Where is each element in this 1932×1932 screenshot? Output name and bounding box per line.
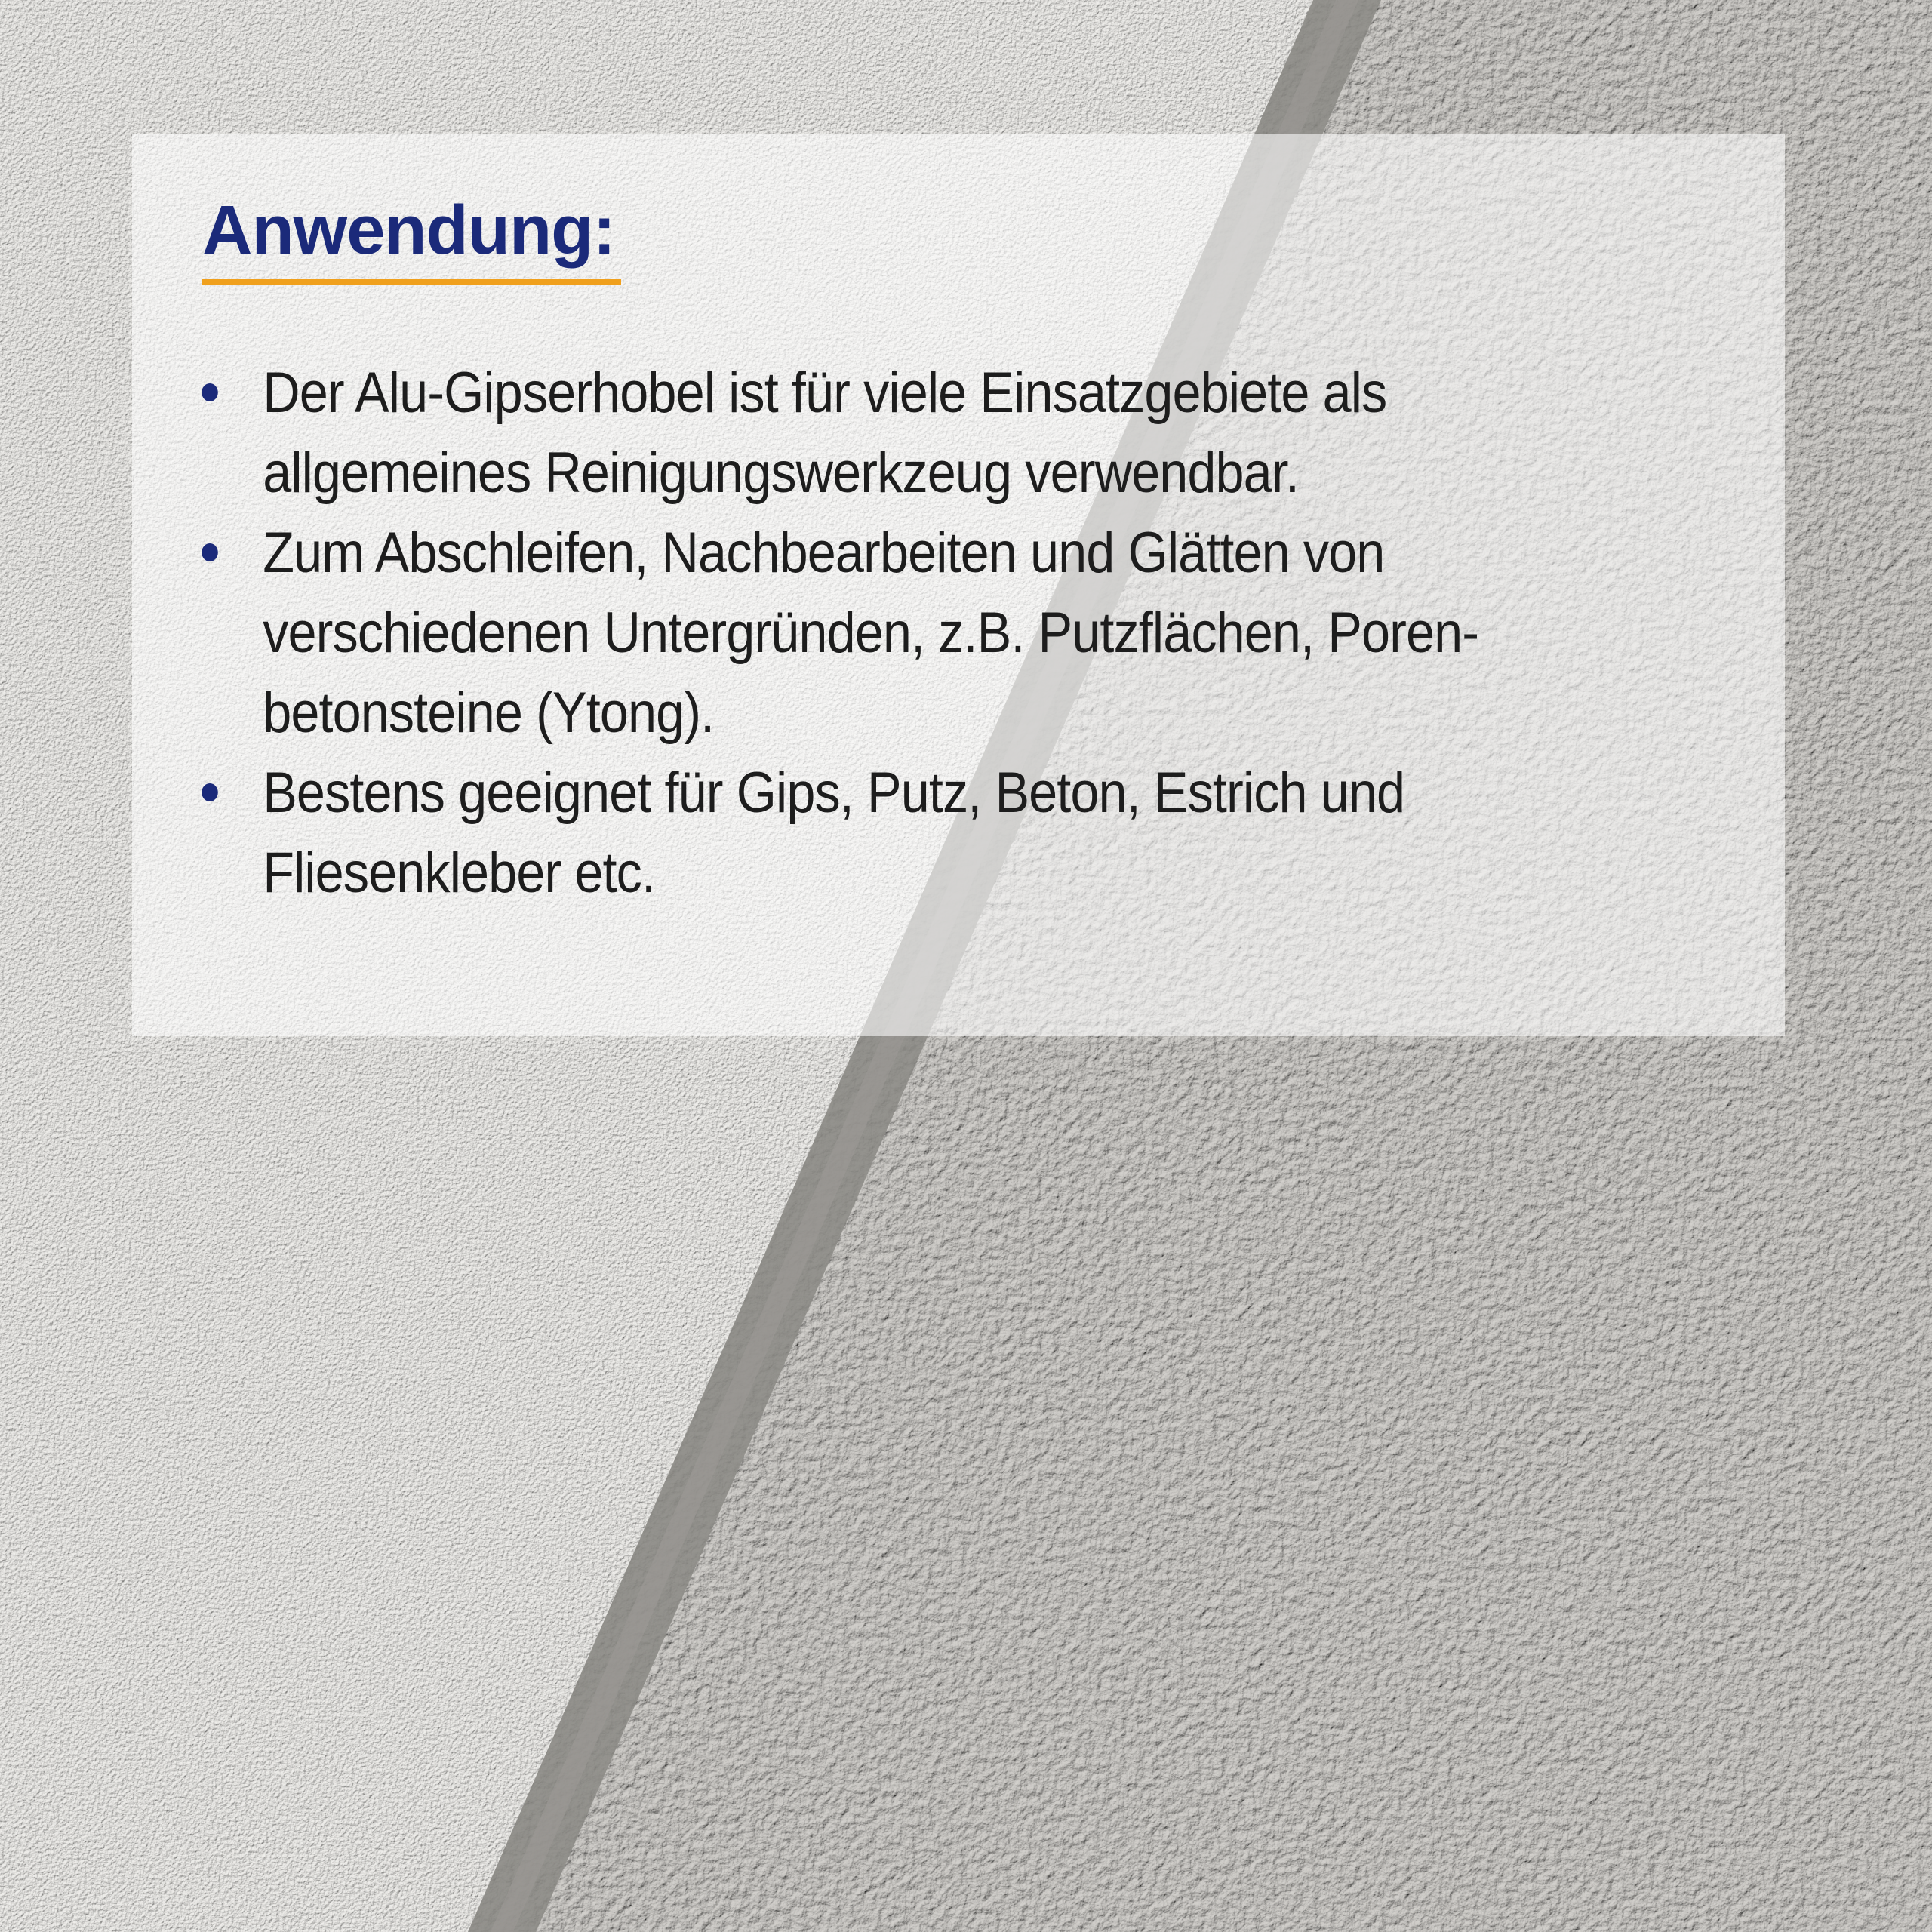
list-item-line: Bestens geeignet für Gips, Putz, Beton, Estrich und xyxy=(263,761,1405,825)
list-item-line: verschiedenen Untergründen, z.B. Putzflächen, Poren- xyxy=(263,601,1479,665)
bullet-icon xyxy=(202,543,218,561)
list-item-line: Fliesenkleber etc. xyxy=(263,841,656,905)
section-heading: Anwendung: xyxy=(202,192,615,269)
bullet-icon xyxy=(202,783,218,801)
list-item xyxy=(196,513,1770,753)
bullet-list xyxy=(196,353,1736,913)
list-item xyxy=(196,353,1770,513)
list-item-line: Der Alu-Gipserhobel ist für viele Einsatzgebiete als xyxy=(263,361,1387,425)
heading-underline xyxy=(202,279,621,285)
list-item-line: allgemeines Reinigungswerkzeug verwendbar. xyxy=(263,441,1300,505)
list-item xyxy=(196,753,1770,913)
bullet-icon xyxy=(202,383,218,401)
list-item-line: betonsteine (Ytong). xyxy=(263,681,715,745)
list-item-line: Zum Abschleifen, Nachbearbeiten und Glätten von xyxy=(263,521,1385,585)
